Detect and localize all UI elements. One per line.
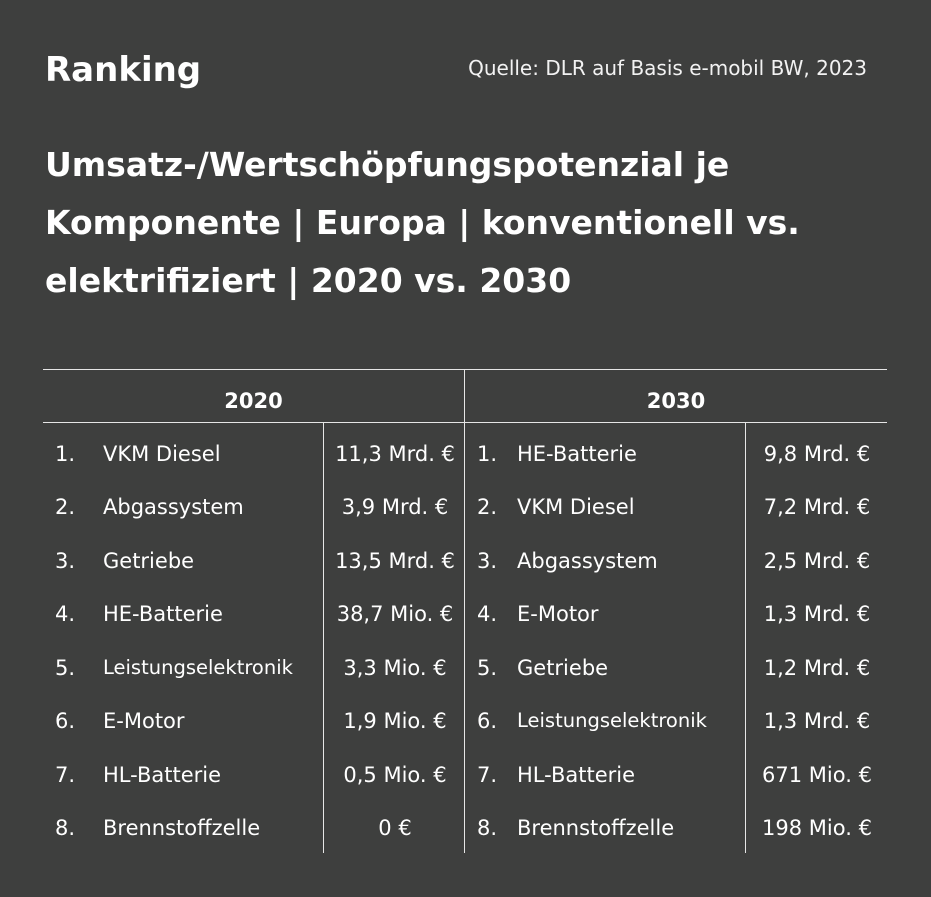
value: 7,2 Mrd. € [763,495,871,519]
rank: 2. [55,495,76,519]
rank: 3. [55,549,76,573]
rank: 8. [55,816,76,840]
rank: 4. [477,602,498,626]
component-name: Getriebe [517,656,609,680]
ranking-table [43,369,887,853]
component-name: HE-Batterie [103,602,223,626]
kicker-label: Ranking [45,50,202,90]
value: 671 Mio. € [762,763,872,787]
value: 198 Mio. € [762,816,872,840]
table-row [477,813,887,843]
rank: 7. [55,763,76,787]
table-row [55,599,463,629]
component-name: VKM Diesel [103,442,221,466]
value: 1,3 Mrd. € [763,602,871,626]
page-title: Umsatz-/Wertschöpfungspotenzial je Komponente | Europa | konventionell vs. elektrifiziert | 2020 vs. 2030 [45,145,800,300]
rank: 1. [477,442,498,466]
rank: 5. [55,656,76,680]
table-row [477,546,887,576]
rank: 6. [477,709,498,733]
component-name: E-Motor [517,602,599,626]
table-row [477,439,887,469]
value: 9,8 Mrd. € [763,442,871,466]
table-row [55,653,463,683]
rank: 3. [477,549,498,573]
component-name: Brennstoffzelle [517,816,675,840]
value: 1,9 Mio. € [343,709,447,733]
value: 0,5 Mio. € [343,763,447,787]
rank: 1. [55,442,76,466]
component-name: Abgassystem [103,495,244,519]
component-name: Brennstoffzelle [103,816,261,840]
table-row [55,492,463,522]
rank: 4. [55,602,76,626]
table-row [477,492,887,522]
source-note: Quelle: DLR auf Basis e-mobil BW, 2023 [468,56,867,80]
value: 11,3 Mrd. € [335,442,455,466]
component-name: Abgassystem [517,549,658,573]
table-row [55,546,463,576]
table-row [55,813,463,843]
rank: 2. [477,495,498,519]
table-row [477,653,887,683]
table-row [55,706,463,736]
component-name: HL-Batterie [103,763,222,787]
value: 1,3 Mrd. € [763,709,871,733]
value: 1,2 Mrd. € [763,656,871,680]
value: 2,5 Mrd. € [763,549,871,573]
table-row [55,760,463,790]
component-name: Leistungselektronik [517,709,707,732]
table-row [477,599,887,629]
table-row [477,706,887,736]
component-name: Getriebe [103,549,195,573]
table-header-rule [43,422,887,423]
value: 3,3 Mio. € [343,656,447,680]
component-name: HE-Batterie [517,442,637,466]
component-name: E-Motor [103,709,185,733]
value: 3,9 Mrd. € [341,495,449,519]
table-row [55,439,463,469]
rank: 8. [477,816,498,840]
component-name: VKM Diesel [517,495,635,519]
table-top-rule [43,369,887,370]
table-row [477,760,887,790]
value: 0 € [378,816,412,840]
year-header-2030: 2030 [646,389,706,413]
value: 38,7 Mio. € [336,602,454,626]
component-name: HL-Batterie [517,763,636,787]
rank: 7. [477,763,498,787]
component-name: Leistungselektronik [103,656,293,679]
rank: 6. [55,709,76,733]
value: 13,5 Mrd. € [335,549,455,573]
rank: 5. [477,656,498,680]
year-header-2020: 2020 [224,389,283,413]
